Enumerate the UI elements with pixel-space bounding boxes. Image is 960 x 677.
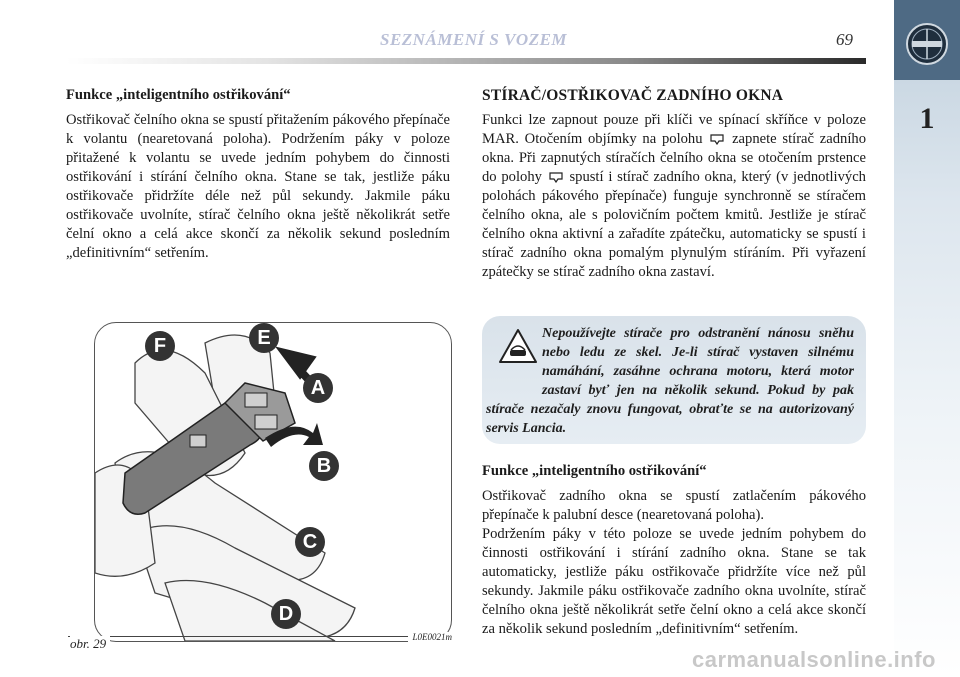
section-title: STÍRAČ/OSTŘIKOVAČ ZADNÍHO OKNA (482, 87, 784, 104)
header-divider (66, 58, 866, 64)
section-header-title: SEZNÁMENÍ S VOZEM (380, 30, 568, 49)
warning-box (482, 316, 866, 444)
left-paragraph: Ostřikovač čelního okna se spustí přitažením pákového přepínače k volantu (nearetovaná poloha). Podržením páky v poloze přitažené k volantu se uvede jedním pohybem do činnosti ostřikování i stírání čelního okna. Stane se tak, jestliže páku ostřikovače přidržíte déle než půl sekundy. Jakmile páku ostřikovače uvolníte, stírač čelního okna ještě několikrát setře čelní okno a celá akce skončí za několik sekund posledním „definitivním“ setřením. (66, 112, 450, 261)
rear-wiper-icon (710, 133, 724, 145)
page-number: 69 (836, 30, 853, 49)
watermark: carmanualsonline.info (692, 647, 936, 672)
warning-message: Nepoužívejte stírače pro odstranění nánosu sněhu nebo ledu ze skel. Je-li stírač vystaven silnému namáhání, zasáhne ochrana motoru, která motor zastaví byť jen na několik sekund. Pokud by pak stírače nezačaly znovu fungovat, obraťte se na autorizovaný servis Lancia. (486, 326, 854, 436)
right-column-lower (482, 462, 866, 639)
callout-label-c: C (295, 527, 325, 557)
stalk-drawing (95, 323, 451, 641)
callout-label-e: E (249, 323, 279, 353)
rear-smart-wash-heading: Funkce „inteligentního ostřikování“ (482, 463, 707, 479)
figure-caption (68, 630, 452, 651)
right-column (482, 86, 866, 290)
caption-rule (68, 636, 452, 637)
callout-label-d: D (271, 599, 301, 629)
rear-wiper-text-2: zapnete stírač zadního okna. Při zapnutých stíračích čelního okna se otočením prstence do polohy (482, 131, 866, 185)
figure-number: obr. 29 (70, 636, 110, 652)
rear-wiper-icon (549, 171, 563, 183)
figure-code: L0E0021m (408, 632, 452, 642)
callout-label-f: F (145, 331, 175, 361)
rear-wash-paragraph-1: Ostřikovač zadního okna se spustí zatlačením pákového přepínače k palubní desce (nearetovaná poloha). (482, 488, 866, 523)
warning-text (486, 324, 854, 438)
lancia-logo-icon (905, 22, 949, 66)
chapter-side-tab (894, 0, 960, 677)
rear-wiper-paragraph (482, 111, 866, 282)
rear-wiper-text-3: spustí i stírač zadního okna, který (v jednotlivých polohách pákového přepínače) funguje synchronně se stíračem čelního okna, ale s polovičním počtem kmitů. Jestliže je stírač čelního okna aktivní a zařadíte zpátečku, automaticky se spustí i stírač zadního okna pomalým plynulým stíráním. Při vyřazení zpátečky se stírač zadního okna zastaví. (482, 169, 866, 280)
figure-stalk-illustration (94, 322, 452, 642)
side-tab-header (894, 0, 960, 80)
callout-label-a: A (303, 373, 333, 403)
rear-wash-paragraph-2: Podržením páky v této poloze se uvede jedním pohybem do činnosti ostřikování i stírání zadního okna. Stane se tak automaticky, jestliže páku ostřikovače přidržíte více než půl sekundy. Jakmile páku ostřikovače zadního okna uvolníte, stírač čelního okna ještě několikrát setře čelní okno a celá akce skončí za několik sekund posledním „definitivním“ setřením. (482, 526, 866, 637)
left-heading: Funkce „inteligentního ostřikování“ (66, 87, 291, 103)
rear-wiper-text-1: Funkci lze zapnout pouze při klíči ve spínací skříňce v poloze MAR. Otočením objímky na polohu (482, 112, 866, 147)
left-column (66, 86, 450, 271)
callout-label-b: B (309, 451, 339, 481)
chapter-number: 1 (919, 102, 935, 135)
